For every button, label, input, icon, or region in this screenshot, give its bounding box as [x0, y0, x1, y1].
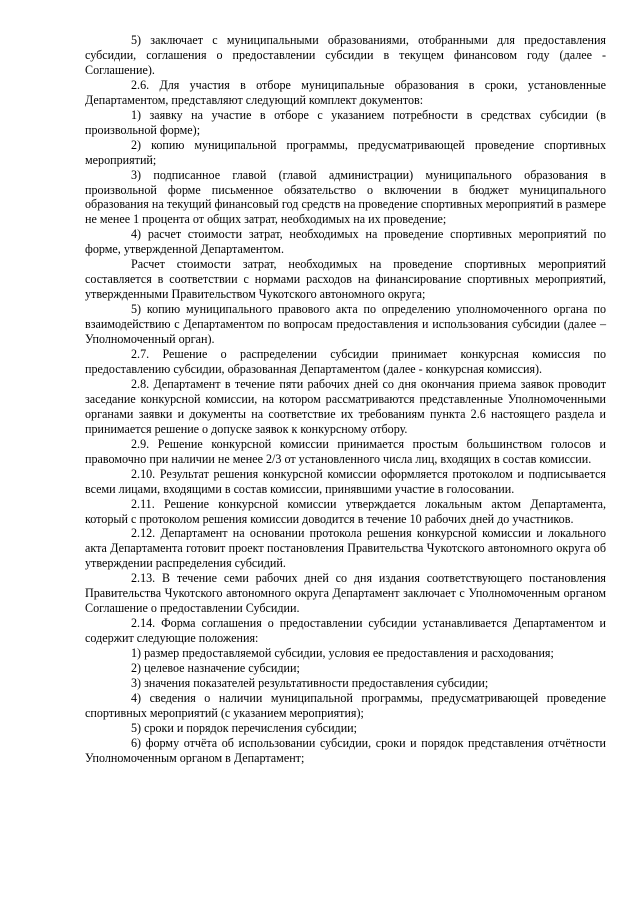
paragraph-1: 5) заключает с муниципальными образованиями, отобранными для предоставления субсидии, соглашения о предоставлении субсидии в текущем финансовом году (далее - Соглашение). — [85, 33, 606, 77]
paragraph-11: 2.9. Решение конкурсной комиссии принимается простым большинством голосов и правомочно при наличии не менее 2/3 от установленного числа лиц, входящих в состав комиссии. — [85, 436, 606, 466]
paragraph-7: Расчет стоимости затрат, необходимых на проведение спортивных мероприятий составляется в соответствии с нормами расходов на финансирование спортивных мероприятий, утвержденными Правительством Чукотского автономного округа; — [85, 257, 606, 302]
paragraph-6: 4) расчет стоимости затрат, необходимых на проведение спортивных мероприятий по форме, утвержденной Департаментом. — [85, 227, 606, 257]
paragraph-15: 2.13. В течение семи рабочих дней со дня издания соответствующего постановления Правительства Чукотского автономного округа Департамент заключает с Уполномоченным органом Соглашение о предоставлении Субсидии. — [85, 571, 606, 616]
paragraph-21: 5) сроки и порядок перечисления субсидии; — [131, 720, 358, 735]
paragraph-4: 2) копию муниципальной программы, предусматривающей проведение спортивных мероприятий; — [85, 137, 606, 167]
paragraph-5: 3) подписанное главой (главой администрации) муниципального образования в произвольной форме письменное обязательство о включении в бюджет муниципального образования на текущий финансовый год средств на проведение спортивных мероприятий в размере не менее 1 процента от общих затрат, необходимых на их проведение; — [85, 167, 606, 227]
paragraph-13: 2.11. Решение конкурсной комиссии утверждается локальным актом Департамента, который с протоколом решения комиссии доводится в течение 10 рабочих дней до участников. — [85, 496, 606, 526]
paragraph-16: 2.14. Форма соглашения о предоставлении субсидии устанавливается Департаментом и содержит следующие положения: — [85, 616, 606, 646]
paragraph-2: 2.6. Для участия в отборе муниципальные образования в сроки, установленные Департаментом, представляют следующий комплект документов: — [85, 77, 606, 107]
paragraph-12: 2.10. Результат решения конкурсной комиссии оформляется протоколом и подписывается всеми лицами, входящими в состав комиссии, принявшими участие в голосовании. — [85, 466, 606, 496]
paragraph-9: 2.7. Решение о распределении субсидии принимает конкурсная комиссия по предоставлению субсидии, образованная Департаментом (далее - конкурсная комиссия). — [85, 347, 606, 376]
paragraph-19: 3) значения показателей результативности предоставления субсидии; — [131, 675, 489, 690]
paragraph-10: 2.8. Департамент в течение пяти рабочих дней со дня окончания приема заявок проводит заседание конкурсной комиссии, на котором рассматриваются представленные Уполномоченными органами заявки и документы на соответствие их требованиям пункта 2.6 настоящего раздела и принимается решение о допуске заявок к конкурсному отбору. — [85, 376, 606, 436]
paragraph-22: 6) форму отчёта об использовании субсидии, сроки и порядок представления отчётности Уполномоченным органом в Департамент; — [85, 735, 606, 765]
paragraph-18: 2) целевое назначение субсидии; — [131, 661, 300, 676]
paragraph-17: 1) размер предоставляемой субсидии, условия ее предоставления и расходования; — [131, 646, 554, 661]
paragraph-14: 2.12. Департамент на основании протокола решения конкурсной комиссии и локального акта Департамента готовит проект постановления Правительства Чукотского автономного округа об утверждении распределения субсидий. — [85, 526, 606, 571]
paragraph-3: 1) заявку на участие в отборе с указанием потребности в средствах субсидии (в произвольной форме); — [85, 107, 606, 137]
paragraph-20: 4) сведения о наличии муниципальной программы, предусматривающей проведение спортивных мероприятий (с указанием мероприятия); — [85, 690, 606, 720]
paragraph-8: 5) копию муниципального правового акта по определению уполномоченного органа по взаимодействию с Департаментом по вопросам предоставления и использования субсидии (далее – Уполномоченный орган). — [85, 302, 606, 347]
